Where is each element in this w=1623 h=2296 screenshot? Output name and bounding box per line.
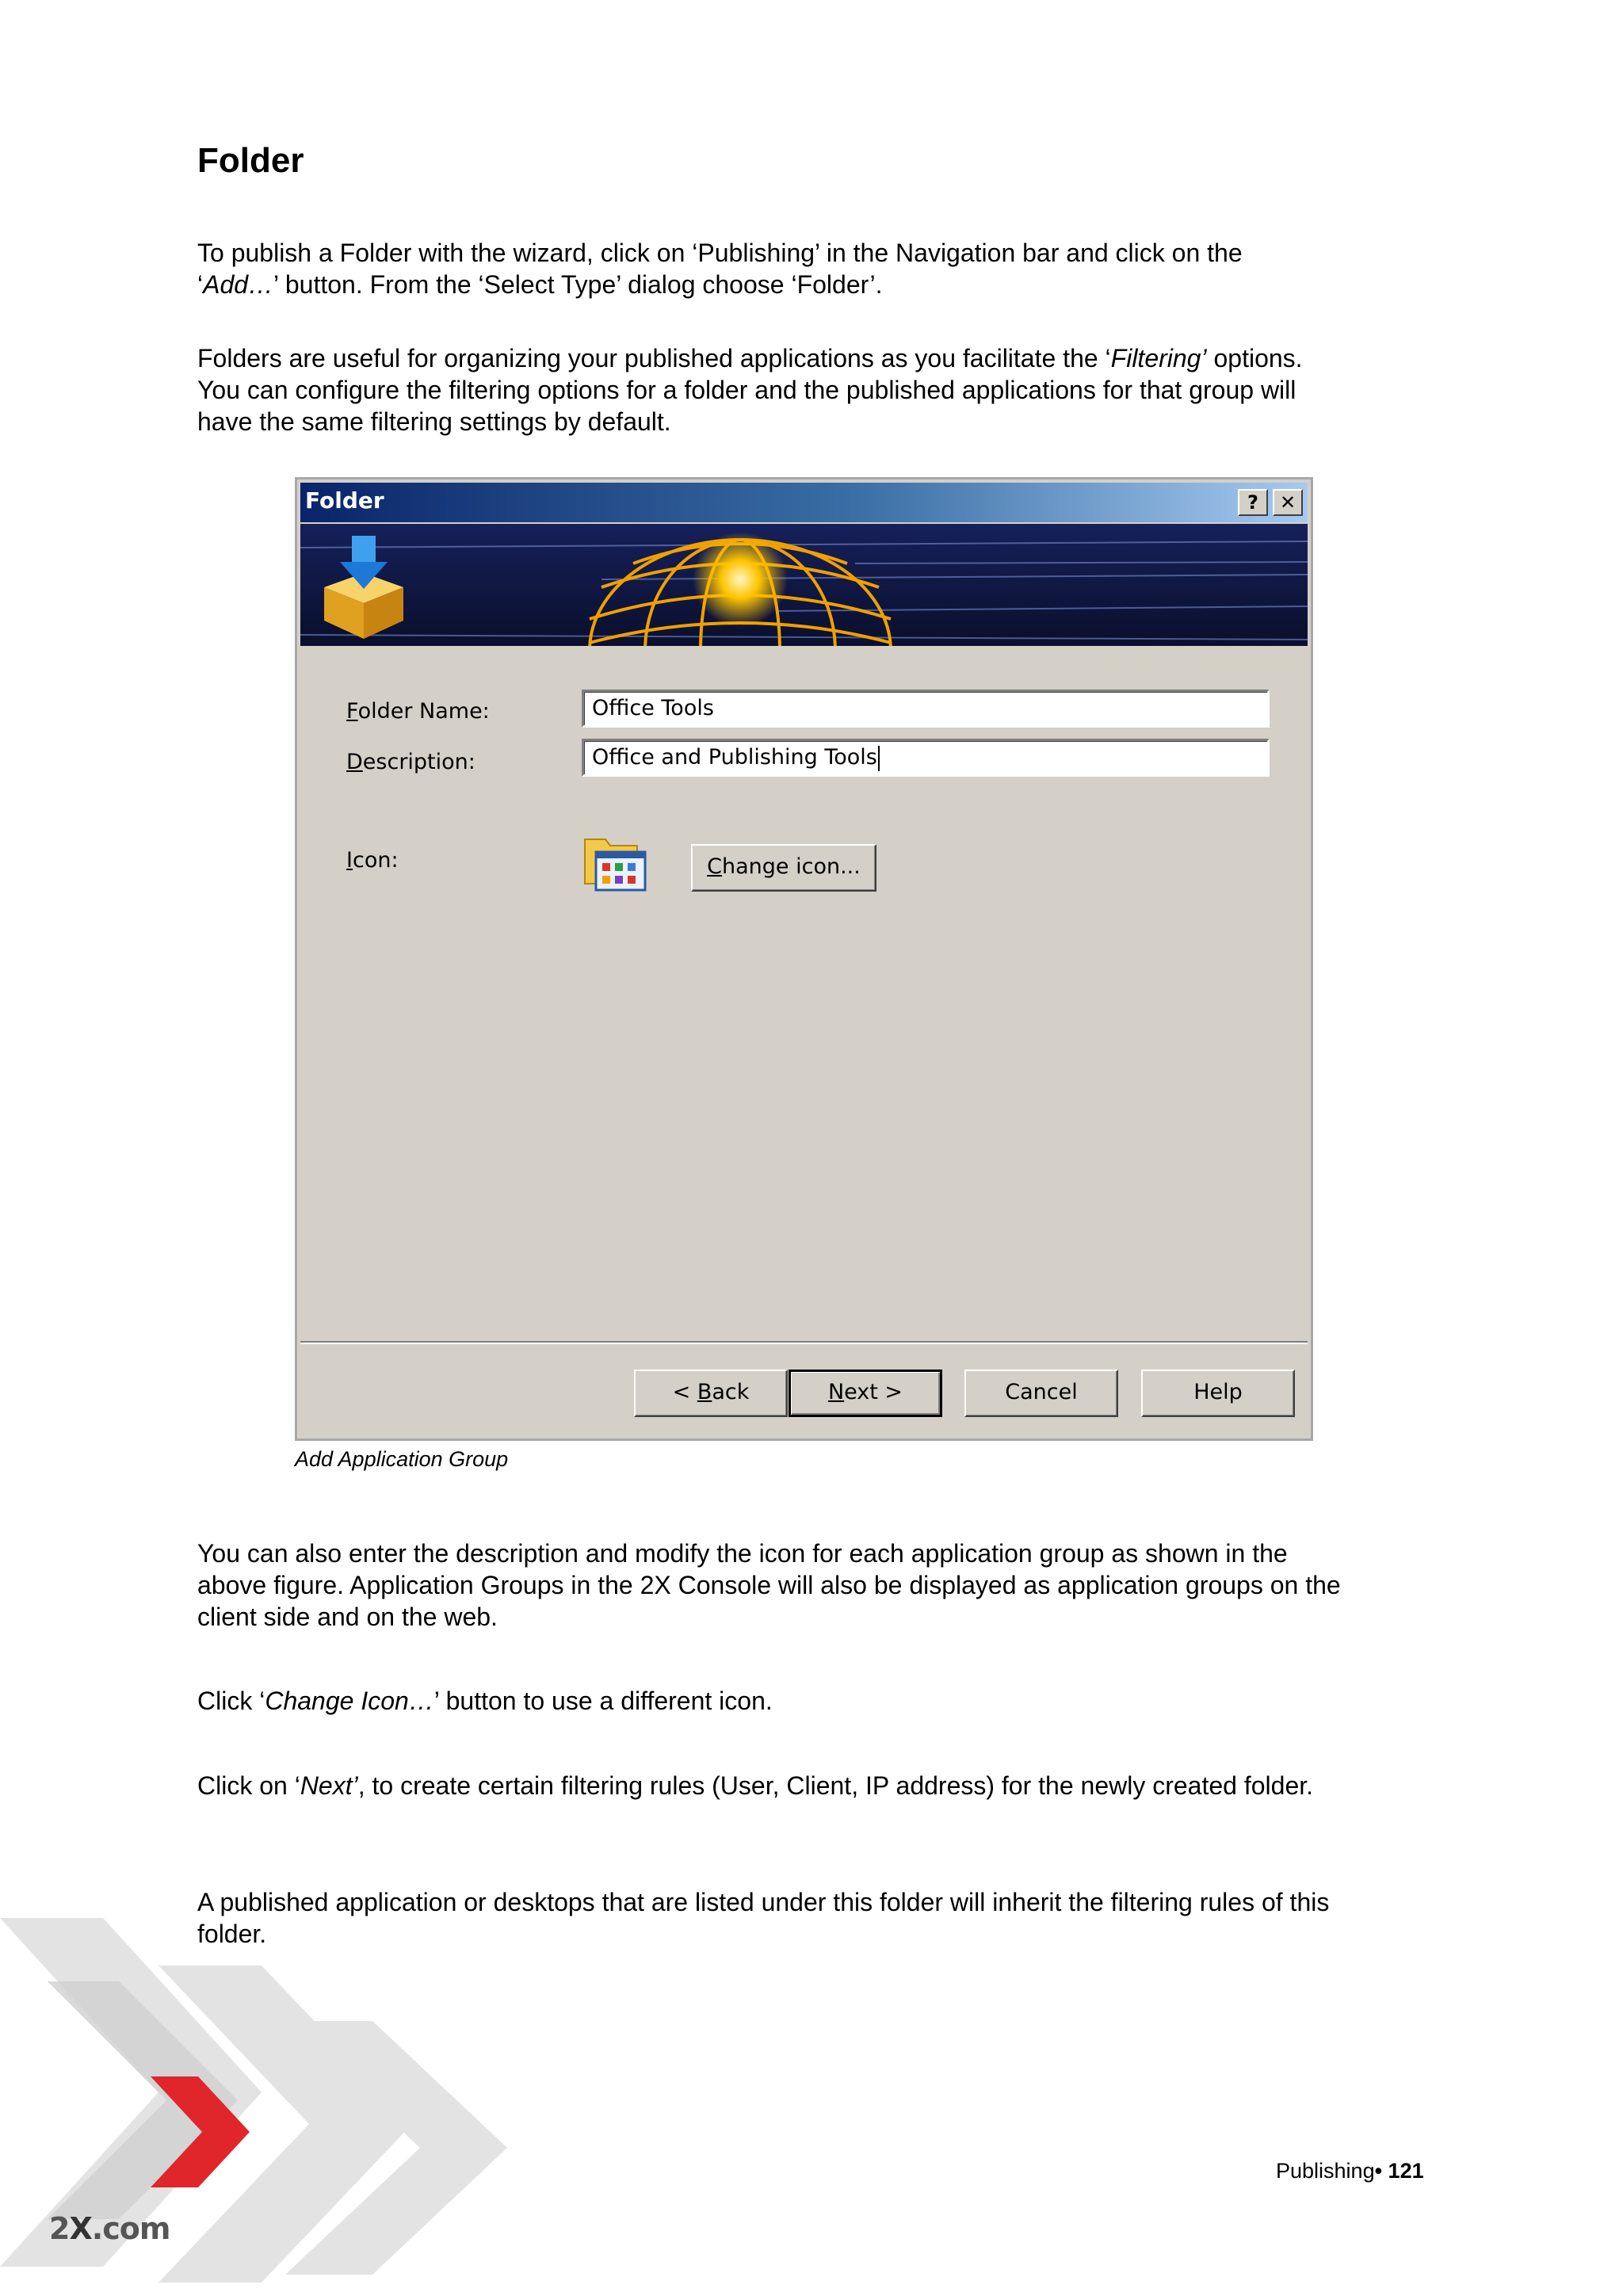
quote-open: ‘: [197, 270, 204, 299]
change-icon-accel: C: [707, 854, 723, 879]
back-label: ack: [712, 1380, 750, 1404]
paragraph-change-icon-pre: Click ‘: [197, 1687, 265, 1715]
next-accel: N: [827, 1380, 845, 1404]
paragraph-description: You can also enter the description and modify the icon for each application group as shown in the above figure. Application Groups in the 2X Console will also be displayed as application groups on the client side and on the web.: [197, 1539, 1341, 1631]
filtering-term: Filtering’: [1110, 344, 1207, 372]
change-icon-term: Change Icon…: [265, 1687, 434, 1715]
icon-label-text: con:: [352, 848, 399, 873]
next-label: ext >: [844, 1380, 903, 1404]
page-footer: [1276, 2159, 1424, 2183]
paragraph-next-pre: Click on ‘: [197, 1771, 300, 1800]
dialog-titlebar: [300, 483, 1308, 522]
paragraph-next: [197, 1770, 1346, 1801]
next-button[interactable]: [789, 1370, 942, 1417]
paragraph-inherit: A published application or desktops that are listed under this folder will inherit the filtering rules of this folder.: [197, 1888, 1330, 1948]
description-accel: D: [346, 750, 363, 774]
paragraph-folders-post: options. You can configure the filtering options for a folder and the published applications for that group will have the same filtering settings by default.: [197, 344, 1303, 436]
back-accel: B: [697, 1380, 712, 1404]
back-button[interactable]: [634, 1370, 788, 1417]
folder-name-label-text: older Name:: [357, 699, 490, 724]
footer-separator: [300, 1341, 1308, 1344]
paragraph-intro-line2: ’ button. From the ‘Select Type’ dialog choose ‘Folder’.: [273, 270, 883, 299]
paragraph-folders-pre: Folders are useful for organizing your published applications as you facilitate the ‘: [197, 344, 1111, 372]
folder-name-value: Office Tools: [592, 696, 714, 720]
back-prefix: <: [672, 1380, 697, 1404]
paragraph-change-icon-post: ’ button to use a different icon.: [433, 1687, 773, 1715]
change-icon-label: hange icon...: [722, 854, 861, 879]
folder-name-input[interactable]: [582, 690, 1270, 728]
paragraph-folders: [197, 342, 1346, 437]
close-icon[interactable]: ✕: [1273, 489, 1303, 516]
help-button[interactable]: Help: [1141, 1370, 1295, 1417]
description-label-text: escription:: [362, 750, 475, 774]
paragraph-intro-line1: To publish a Folder with the wizard, click on ‘Publishing’ in the Navigation bar and click on the: [197, 239, 1243, 267]
cancel-button[interactable]: Cancel: [964, 1370, 1118, 1417]
page-heading: Folder: [197, 141, 304, 180]
paragraph-intro: [197, 237, 1346, 300]
folder-name-accel: F: [346, 699, 358, 724]
logo-2x-com: 2X.com: [49, 2211, 170, 2246]
description-input[interactable]: [582, 739, 1270, 777]
description-value: Office and Publishing Tools: [592, 745, 877, 770]
folder-name-label: [346, 699, 490, 724]
next-term: Next’: [300, 1771, 358, 1800]
icon-label: [346, 848, 399, 873]
paragraph-next-post: , to create certain filtering rules (User, Client, IP address) for the newly created folder.: [357, 1771, 1314, 1800]
folder-dialog: [295, 477, 1313, 1441]
footer-section: Publishing: [1276, 2159, 1375, 2183]
icon-accel: I: [346, 848, 353, 873]
footer-bullet: •: [1374, 2159, 1383, 2183]
paragraph-change-icon: [197, 1685, 1346, 1717]
text-caret: [878, 746, 880, 771]
dialog-banner: [300, 524, 1308, 646]
dialog-title: Folder: [305, 487, 384, 514]
page-number: 121: [1382, 2159, 1424, 2183]
help-icon[interactable]: ?: [1238, 489, 1268, 516]
folder-apps-icon: [582, 831, 648, 895]
figure-caption: Add Application Group: [295, 1447, 509, 1471]
add-term: Add…: [203, 270, 274, 299]
change-icon-button[interactable]: [691, 844, 876, 892]
description-label: [346, 750, 475, 774]
